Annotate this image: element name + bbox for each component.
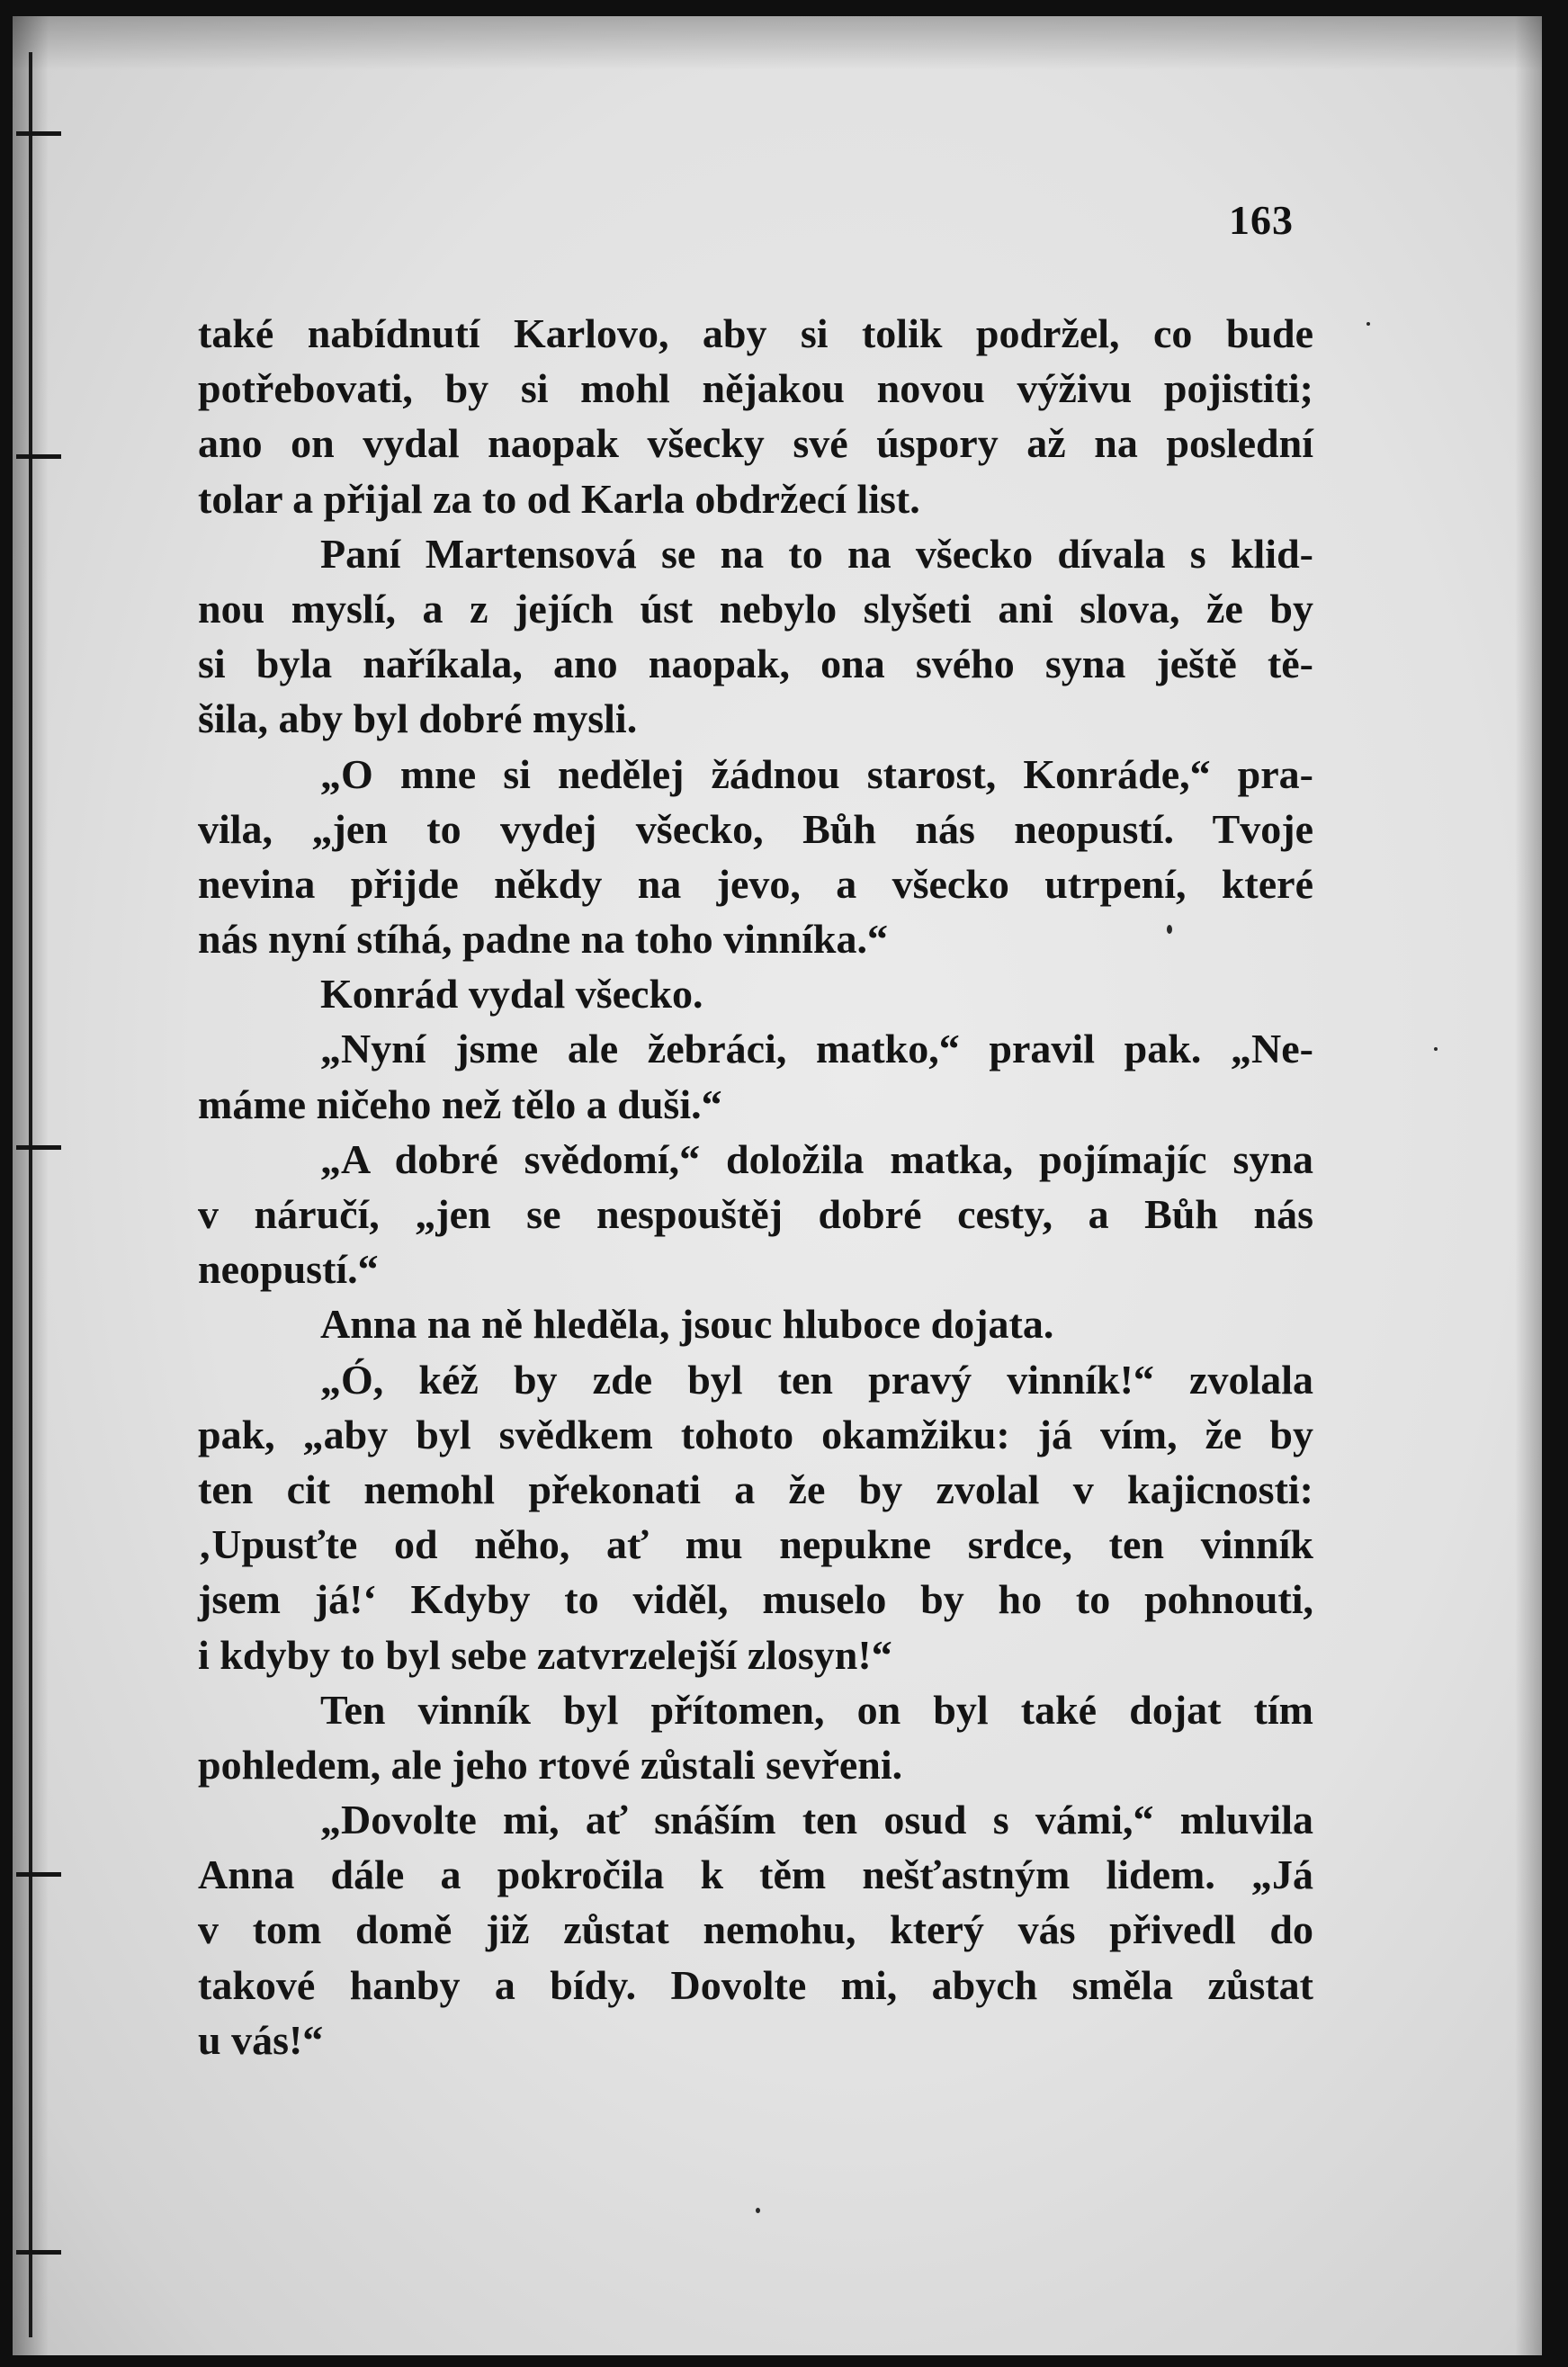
binding-mark bbox=[16, 2250, 61, 2255]
text-line: Ten vinník byl přítomen, on byl také dojat tím bbox=[320, 1686, 1313, 1733]
text-line: „O mne si nedělej žádnou starost, Konráde,“ pra- bbox=[320, 750, 1313, 797]
text-line: Anna na ně hleděla, jsouc hluboce dojata. bbox=[320, 1301, 1054, 1348]
text-line: i kdyby to byl sebe zatvrzelejší zlosyn!“ bbox=[198, 1631, 892, 1678]
text-line: ten cit nemohl překonati a že by zvolal v kajicnosti: bbox=[198, 1466, 1313, 1512]
text-line: „A dobré svědomí,“ doložila matka, pojímajíc syna bbox=[320, 1135, 1313, 1182]
text-line: „Dovolte mi, ať snáším ten osud s vámi,“ mluvila bbox=[320, 1797, 1313, 1843]
text-line: máme ničeho než tělo a duši.“ bbox=[198, 1080, 722, 1127]
text-line: u vás!“ bbox=[198, 2016, 324, 2063]
binding-mark bbox=[16, 1872, 61, 1877]
text-line: nou myslí, a z jejích úst nebylo slyšeti ani slova, že by bbox=[198, 585, 1313, 632]
text-line: jsem já!‘ Kdyby to viděl, muselo by ho to pohnouti, bbox=[198, 1576, 1313, 1623]
binding-mark bbox=[16, 1145, 61, 1150]
book-page bbox=[13, 16, 1542, 2355]
text-line: Paní Martensová se na to na všecko dívala s klid- bbox=[320, 530, 1313, 577]
paper-speck bbox=[756, 2208, 760, 2213]
binding-edge bbox=[29, 52, 32, 2337]
text-line: pohledem, ale jeho rtové zůstali sevřeni. bbox=[198, 1741, 903, 1788]
text-line: „Ó, kéž by zde byl ten pravý vinník!“ zvolala bbox=[320, 1356, 1313, 1403]
page-top-shadow bbox=[13, 16, 1542, 70]
text-line: si byla naříkala, ano naopak, ona svého syna ještě tě- bbox=[198, 641, 1313, 687]
paper-speck bbox=[1434, 1047, 1438, 1051]
text-line: Anna dále a pokročila k těm nešťastným lidem. „Já bbox=[198, 1851, 1313, 1898]
binding-mark bbox=[16, 131, 61, 136]
text-line: ano on vydal naopak všecky své úspory až na poslední bbox=[198, 420, 1313, 467]
text-line: v náručí, „jen se nespouštěj dobré cesty, a Bůh nás bbox=[198, 1191, 1313, 1237]
text-line: neopustí.“ bbox=[198, 1246, 379, 1293]
text-line: tolar a přijal za to od Karla obdržecí list. bbox=[198, 475, 920, 522]
text-line: „Nyní jsme ale žebráci, matko,“ pravil pak. „Ne- bbox=[320, 1026, 1313, 1072]
page-number: 163 bbox=[1229, 197, 1294, 243]
text-line: v tom domě již zůstat nemohu, který vás přivedl do bbox=[198, 1906, 1313, 1953]
text-line: ‚Upusťte od něho, ať mu nepukne srdce, ten vinník bbox=[198, 1521, 1313, 1568]
text-line: pak, „aby byl svědkem tohoto okamžiku: já vím, že by bbox=[198, 1411, 1313, 1457]
text-line: potřebovati, by si mohl nějakou novou výživu pojistiti; bbox=[198, 365, 1313, 412]
text-line: vila, „jen to vydej všecko, Bůh nás neopustí. Tvoje bbox=[198, 805, 1313, 852]
text-line: Konrád vydal všecko. bbox=[320, 971, 703, 1018]
binding-mark bbox=[16, 454, 61, 459]
text-line: nevina přijde někdy na jevo, a všecko utrpení, které bbox=[198, 860, 1313, 907]
paper-speck bbox=[1366, 322, 1370, 326]
text-line: šila, aby byl dobré mysli. bbox=[198, 695, 638, 742]
text-line: také nabídnutí Karlovo, aby si tolik podržel, co bude bbox=[198, 310, 1313, 356]
body-text bbox=[198, 306, 1313, 2067]
text-line: takové hanby a bídy. Dovolte mi, abych směla zůstat bbox=[198, 1961, 1313, 2008]
text-line: nás nyní stíhá, padne na toho vinníka.“ bbox=[198, 916, 888, 963]
page-right-shadow bbox=[1515, 16, 1542, 2355]
